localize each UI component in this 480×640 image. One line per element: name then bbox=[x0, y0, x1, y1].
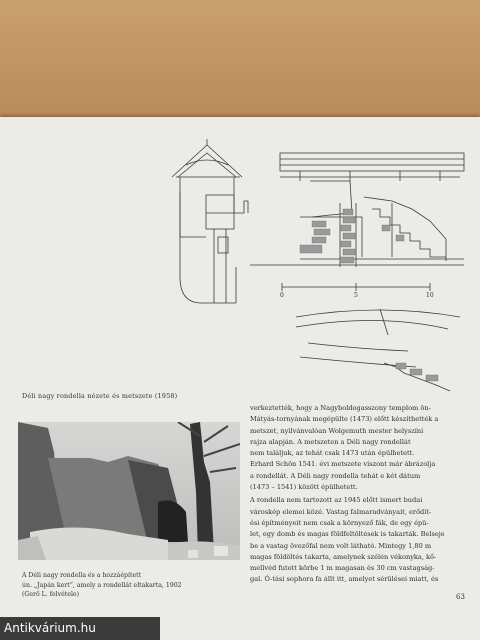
text-line: A rondella nem tartozott az 1945 előtt ismert budai bbox=[250, 496, 423, 505]
text-line: rajza alapján. A metszeten a Déli nagy rondellát bbox=[250, 437, 411, 446]
text-line: metszet, nyilvánvalóan Wolgemuth mester helyszíni bbox=[250, 426, 424, 435]
text-line: városkép elemei közé. Vastag falmaradványait, erődít- bbox=[250, 507, 432, 516]
drawing-caption: Déli nagy rondella nézete és metszete (1958) bbox=[22, 392, 178, 400]
text-line: a rondellát. A Déli nagy rondella tehát e két dátum bbox=[250, 471, 421, 480]
text-line: let, egy domb és magas földfeltöltések is takarták. Belseje bbox=[250, 530, 445, 539]
body-text bbox=[250, 403, 460, 586]
text-line: ési építményeit nem csak a környező fák, de egy épü- bbox=[250, 518, 429, 527]
photo-caption-line-2: ún. „Japán kert”, amely a rondellát eltakarta, 1902 bbox=[22, 581, 182, 589]
text-line: Mátyás-tornyának megépülte (1473) előtt készíthették a bbox=[250, 415, 439, 424]
book-page bbox=[0, 117, 480, 640]
text-line: verkeztették, hogy a Nagyboldogasszony templom ön- bbox=[250, 404, 431, 412]
scale-label-10: 10 bbox=[426, 292, 434, 299]
scale-label-0: 0 bbox=[280, 292, 284, 299]
text-line: magas földöltés takarta, amelynek szélén vékonyka, kő- bbox=[250, 552, 437, 561]
rondella-elevation-section-drawing bbox=[0, 117, 480, 397]
text-line: (1473 – 1541) között épülhetett. bbox=[250, 483, 358, 492]
photo-caption-line-1: A Déli nagy rondella és a hozzáépített bbox=[22, 572, 142, 579]
text-line: be a vastag övezőfal nem volt látható. Mintegy 1,80 m bbox=[250, 541, 432, 550]
page-number: 63 bbox=[456, 593, 465, 601]
table-surface bbox=[0, 0, 480, 130]
text-line: nem találjuk, az tehát csak 1473 után épülhetett. bbox=[250, 449, 415, 458]
rondella-photograph bbox=[18, 422, 240, 560]
text-line: mellvéd futott körbe 1 m magasan és 30 cm vastagság- bbox=[250, 564, 435, 573]
site-watermark: Antikvárium.hu bbox=[0, 617, 160, 640]
text-line: gal. Ó-tási sophora fa állt itt, amelyet sérülései miatt, és bbox=[250, 575, 439, 584]
photo-caption-line-3: (Gerő L. felvétele) bbox=[22, 591, 80, 599]
scale-label-5: 5 bbox=[354, 292, 358, 299]
photo-caption bbox=[22, 571, 244, 600]
text-line: Erhard Schön 1541. évi metszete viszont már ábrázolja bbox=[250, 460, 436, 469]
